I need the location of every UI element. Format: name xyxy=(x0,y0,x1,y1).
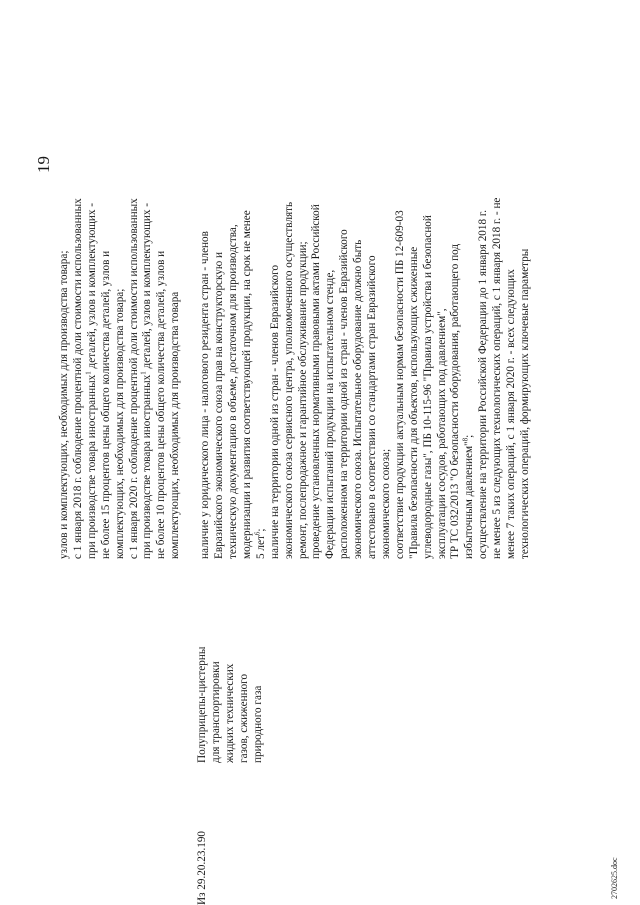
req-line: технологических операций, формирующих ключевые параметры xyxy=(519,248,531,559)
footnote-marker: 8 xyxy=(461,437,470,442)
top-line: при производстве товара иностранных$^1$ деталей, узлов и комплектующих - xyxy=(139,202,154,559)
req-line: осуществление на территории Российской Федерации до 1 января 2018 г. xyxy=(477,210,490,559)
footnote-marker: 1 xyxy=(139,371,148,375)
product-name-cell xyxy=(196,603,266,763)
req-line: не менее 5 из следующих технологических операций, с 1 января 2018 г. - не xyxy=(491,197,504,559)
continued-requirements-block xyxy=(58,4,183,559)
product-name-line: жидких технических xyxy=(223,663,236,763)
req-line: 5 лет$^6$; xyxy=(253,528,267,559)
top-line: при производстве товара иностранных$^1$ деталей, узлов и комплектующих - xyxy=(84,202,98,559)
req-line: Федерации испытаний продукции на испытательном стенде, xyxy=(324,269,337,559)
top-line: комплектующих, необходимых для производства товара xyxy=(169,291,182,559)
top-line: не более 15 процентов цены общего количества деталей, узлов и xyxy=(99,250,112,559)
req-line: избыточным давлением"$^8$; xyxy=(461,434,476,559)
product-name-line: газов, сжиженного xyxy=(237,673,250,763)
req-line: модернизации и развития соответствующей продукции, на срок не менее xyxy=(240,210,253,559)
req-line: ТР ТС 032/2013 "О безопасности оборудования, работающего под xyxy=(449,243,462,559)
footnote-marker: 1 xyxy=(84,371,93,375)
footnote-marker: 6 xyxy=(253,531,262,536)
req-line: расположенном на территории одной из стран - членов Евразийского xyxy=(338,229,351,559)
req-line: ремонт, послепродажное и гарантийное обслуживание продукции; xyxy=(296,241,309,559)
top-line: узлов и комплектующих, необходимых для производства товара; xyxy=(58,250,70,559)
top-line: с 1 января 2020 г. соблюдение процентной доли стоимости использованных xyxy=(127,198,140,559)
product-requirements-block xyxy=(199,4,533,559)
req-line: "Правила безопасности для объектов, использующих сжиженные xyxy=(407,246,420,559)
file-name-footer: 2702625.doc xyxy=(610,857,619,899)
req-line: менее 7 таких операций, с 1 января 2020 г. - всех следующих xyxy=(505,269,518,559)
top-line: комплектующих, необходимых для производства товара; xyxy=(113,288,126,559)
product-name-line: Полуприцепы-цистерны xyxy=(196,646,208,763)
product-name-line: для транспортировки xyxy=(209,661,222,763)
req-line: углеводородные газы", ПБ 10-115-96 "Правила устройства и безопасной xyxy=(421,215,434,559)
top-line: с 1 января 2018 г. соблюдение процентной доли стоимости использованных xyxy=(71,198,84,559)
req-line: экономического союза сервисного центра, уполномоченного осуществлять xyxy=(282,201,295,559)
top-line: не более 10 процентов цены общего количества деталей, узлов и xyxy=(155,250,168,559)
product-code: Из 29.20.23.190 xyxy=(196,830,208,905)
req-line: эксплуатации сосудов, работающих под давлением", xyxy=(435,308,448,559)
req-line: экономического союза. Испытательное оборудование должно быть xyxy=(352,239,365,559)
req-line: аттестовано в соответствии со стандартами стран Евразийского xyxy=(366,255,379,559)
req-line: наличие у юридического лица - налогового резидента стран - членов xyxy=(199,231,212,559)
req-line: Евразийского экономического союза прав на конструкторскую и xyxy=(213,251,226,559)
req-line: экономического союза; xyxy=(379,448,392,559)
req-line: наличие на территории одной из стран - членов Евразийского xyxy=(268,264,281,559)
req-line: проведение установленных нормативными правовыми актами Российской xyxy=(310,204,323,559)
page-number: 19 xyxy=(34,156,53,173)
requirements-cell xyxy=(58,4,533,559)
product-name-line: природного газа xyxy=(251,685,264,763)
req-line: техническую документацию в объеме, достаточном для производства, xyxy=(226,224,239,559)
product-code-cell xyxy=(196,785,210,905)
req-line: соответствие продукции актуальным нормам безопасности ПБ 12-609-03 xyxy=(393,210,406,559)
